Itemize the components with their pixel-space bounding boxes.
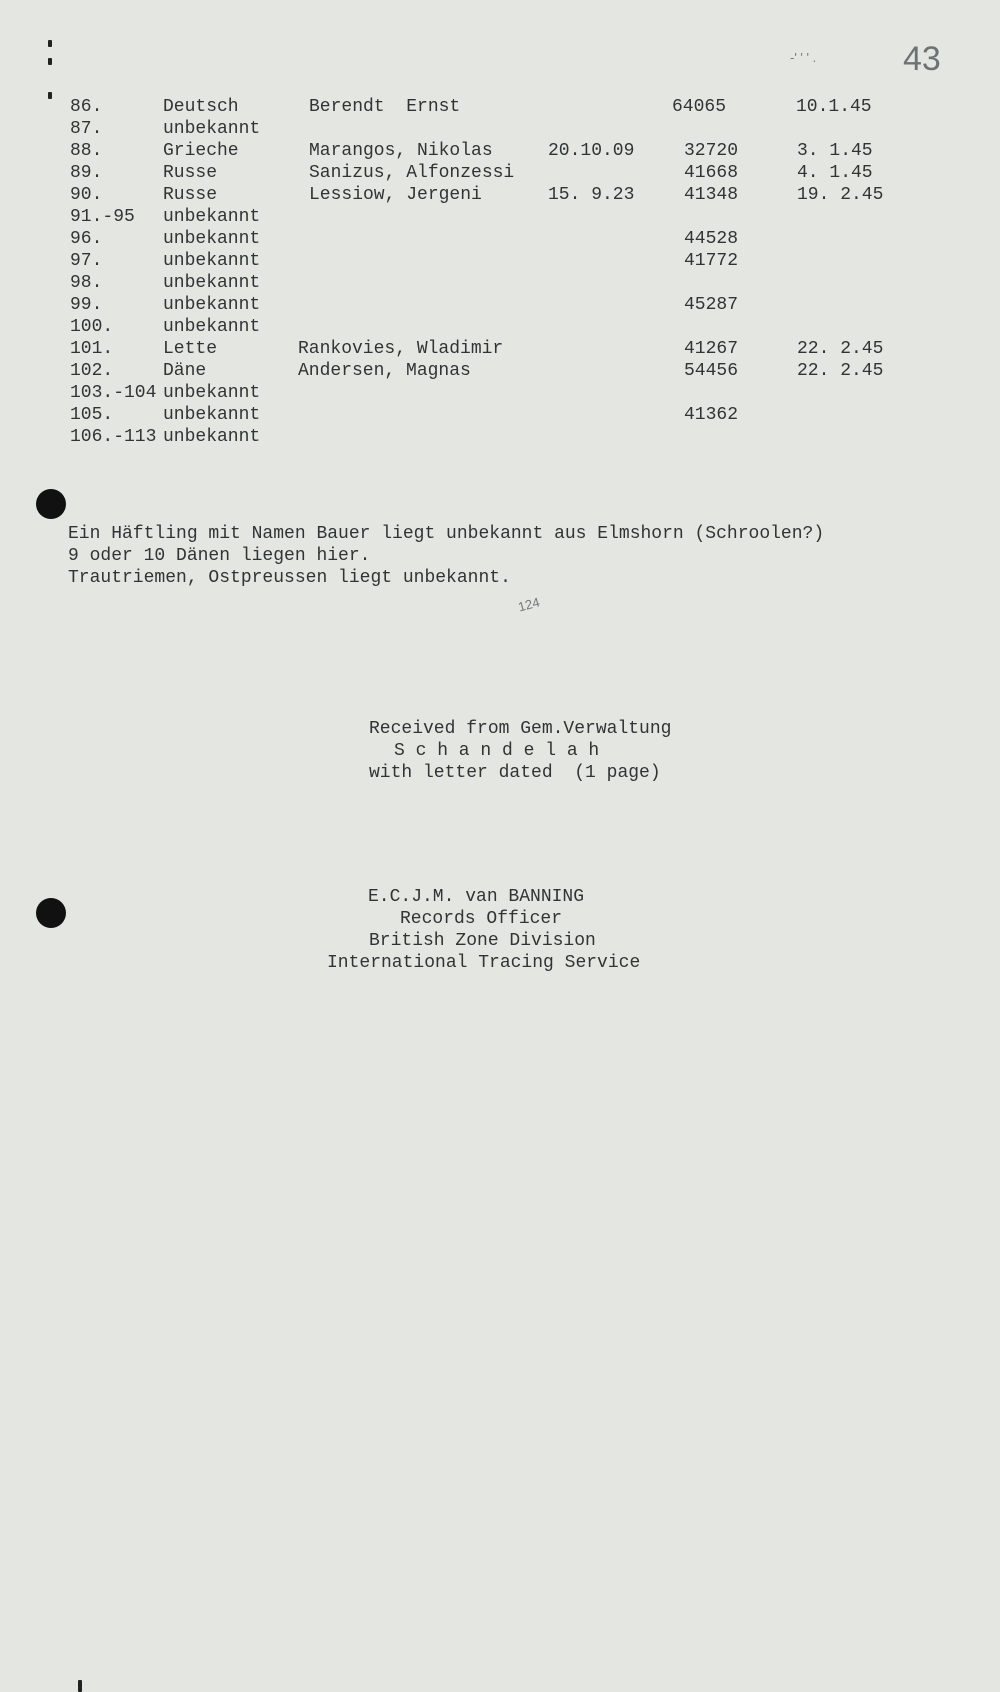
death-date: 4. 1.45: [797, 163, 873, 183]
row-number: 101.: [70, 339, 114, 359]
prisoner-number: 41772: [684, 251, 739, 271]
received-line: Received from Gem.Verwaltung: [369, 719, 672, 739]
nationality: unbekannt: [163, 317, 261, 337]
note-line: 9 oder 10 Dänen liegen hier.: [68, 546, 371, 566]
margin-dot: [78, 1680, 82, 1692]
nationality: unbekannt: [163, 295, 261, 315]
death-date: 10.1.45: [796, 97, 872, 117]
nationality: Russe: [163, 163, 218, 183]
prisoner-number: 41267: [684, 339, 739, 359]
birth-date: 20.10.09: [548, 141, 635, 161]
death-date: 19. 2.45: [797, 185, 884, 205]
received-letter: with letter dated (1 page): [369, 763, 661, 783]
received-place: S c h a n d e l a h: [394, 741, 600, 761]
organization-name: International Tracing Service: [327, 953, 641, 973]
nationality: unbekannt: [163, 251, 261, 271]
row-number: 90.: [70, 185, 103, 205]
prisoner-number: 64065: [672, 97, 727, 117]
row-number: 98.: [70, 273, 103, 293]
row-number: 88.: [70, 141, 103, 161]
division-name: British Zone Division: [369, 931, 596, 951]
prisoner-number: 32720: [684, 141, 739, 161]
row-number: 89.: [70, 163, 103, 183]
punch-hole: [36, 489, 66, 519]
nationality: unbekannt: [163, 207, 261, 227]
nationality: unbekannt: [163, 273, 261, 293]
prisoner-number: 41362: [684, 405, 739, 425]
person-name: Rankovies, Wladimir: [298, 339, 504, 359]
person-name: Sanizus, Alfonzessi: [309, 163, 515, 183]
death-date: 22. 2.45: [797, 361, 884, 381]
death-date: 3. 1.45: [797, 141, 873, 161]
row-number: 103.-104: [70, 383, 157, 403]
row-number: 102.: [70, 361, 114, 381]
officer-name: E.C.J.M. van BANNING: [368, 887, 585, 907]
prisoner-number: 44528: [684, 229, 739, 249]
nationality: unbekannt: [163, 405, 261, 425]
nationality: unbekannt: [163, 229, 261, 249]
person-name: Andersen, Magnas: [298, 361, 471, 381]
nationality: Grieche: [163, 141, 239, 161]
nationality: unbekannt: [163, 427, 261, 447]
nationality: unbekannt: [163, 383, 261, 403]
row-number: 96.: [70, 229, 103, 249]
prisoner-number: 45287: [684, 295, 739, 315]
corner-mark: -' ' ' .: [790, 50, 817, 65]
row-number: 97.: [70, 251, 103, 271]
row-number: 87.: [70, 119, 103, 139]
row-number: 106.-113: [70, 427, 157, 447]
prisoner-number: 54456: [684, 361, 739, 381]
prisoner-number: 41668: [684, 163, 739, 183]
death-date: 22. 2.45: [797, 339, 884, 359]
punch-hole: [36, 898, 66, 928]
margin-dot: [48, 92, 52, 99]
margin-dot: [48, 40, 52, 47]
nationality: Deutsch: [163, 97, 239, 117]
officer-title: Records Officer: [400, 909, 563, 929]
row-number: 99.: [70, 295, 103, 315]
prisoner-number: 41348: [684, 185, 739, 205]
row-number: 100.: [70, 317, 114, 337]
margin-dot: [48, 58, 52, 65]
nationality: Däne: [163, 361, 207, 381]
page-number: 43: [903, 40, 941, 78]
handwritten-number: 124: [516, 594, 542, 615]
row-number: 91.-95: [70, 207, 135, 227]
nationality: unbekannt: [163, 119, 261, 139]
nationality: Russe: [163, 185, 218, 205]
person-name: Marangos, Nikolas: [309, 141, 493, 161]
birth-date: 15. 9.23: [548, 185, 635, 205]
person-name: Lessiow, Jergeni: [309, 185, 482, 205]
note-line: Ein Häftling mit Namen Bauer liegt unbekannt aus Elmshorn (Schroolen?): [68, 524, 825, 544]
row-number: 105.: [70, 405, 114, 425]
row-number: 86.: [70, 97, 103, 117]
person-name: Berendt Ernst: [309, 97, 461, 117]
note-line: Trautriemen, Ostpreussen liegt unbekannt.: [68, 568, 511, 588]
nationality: Lette: [163, 339, 218, 359]
